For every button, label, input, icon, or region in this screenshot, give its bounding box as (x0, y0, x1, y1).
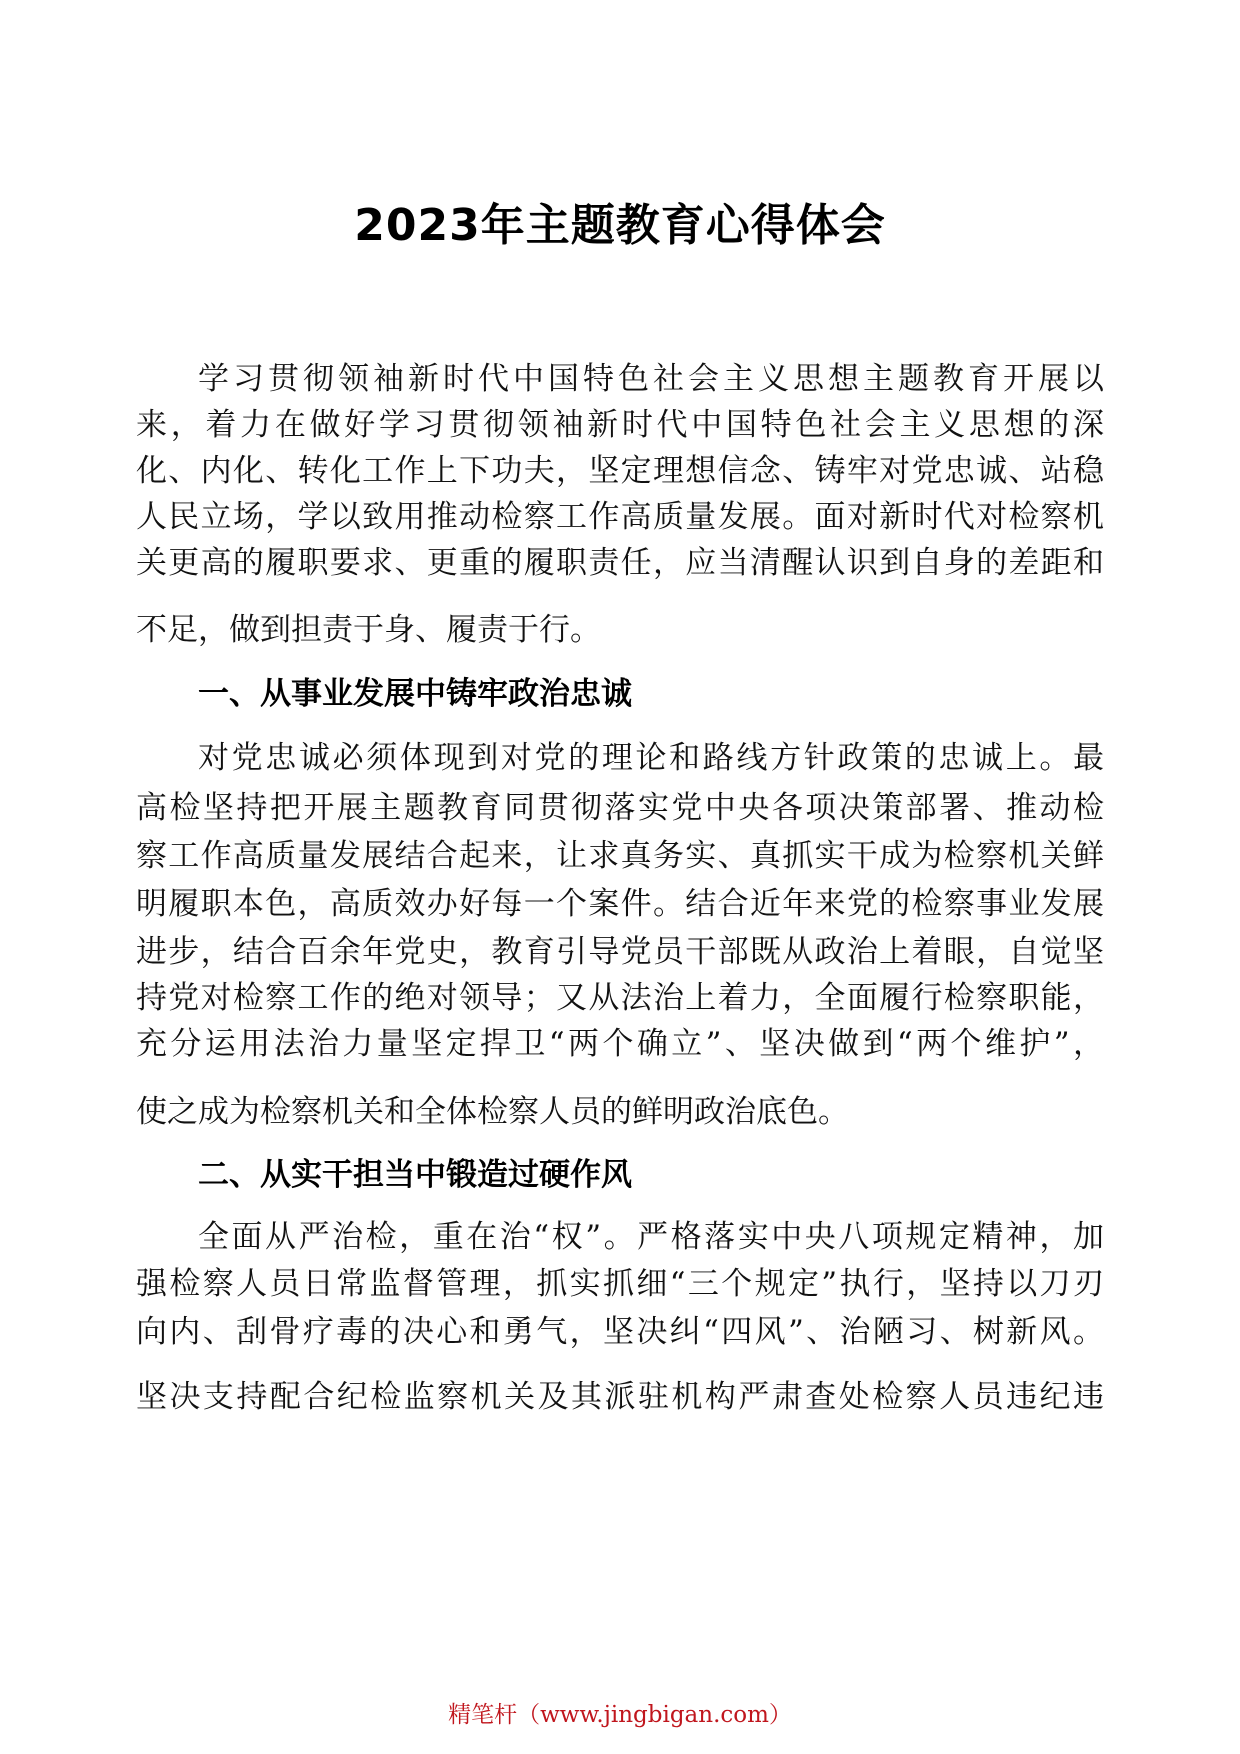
paragraph-line: 强检察人员日常监督管理，抓实抓细“三个规定”执行，坚持以刀刃 (136, 1266, 1104, 1302)
paragraph-line: 充分运用法治力量坚定捍卫“两个确立”、坚决做到“两个维护”， (136, 1026, 1104, 1062)
paragraph-line: 进步，结合百余年党史，教育引导党员干部既从政治上着眼，自觉坚 (136, 934, 1104, 970)
document-title: 2023年主题教育心得体会 (354, 200, 886, 251)
footer-watermark[interactable]: 精笔杆（www.jingbigan.com） (448, 1702, 792, 1728)
paragraph-line: 察工作高质量发展结合起来，让求真务实、真抓实干成为检察机关鲜 (136, 838, 1104, 874)
paragraph-line: 来，着力在做好学习贯彻领袖新时代中国特色社会主义思想的深 (136, 407, 1104, 443)
paragraph-line: 全面从严治检，重在治“权”。严格落实中央八项规定精神，加 (198, 1219, 1104, 1255)
paragraph-line: 对党忠诚必须体现到对党的理论和路线方针政策的忠诚上。最 (198, 740, 1104, 776)
section-heading-1: 一、从事业发展中铸牢政治忠诚 (198, 676, 632, 712)
paragraph-line: 高检坚持把开展主题教育同贯彻落实党中央各项决策部署、推动检 (136, 790, 1104, 826)
paragraph-line: 持党对检察工作的绝对领导；又从法治上着力，全面履行检察职能， (136, 980, 1104, 1016)
section-heading-2: 二、从实干担当中锻造过硬作风 (198, 1157, 632, 1193)
paragraph-line: 学习贯彻领袖新时代中国特色社会主义思想主题教育开展以 (198, 361, 1104, 397)
paragraph-line: 不足，做到担责于身、履责于行。 (136, 612, 601, 648)
paragraph-line: 向内、刮骨疗毒的决心和勇气，坚决纠“四风”、治陋习、树新风。 (136, 1314, 1104, 1350)
paragraph-line: 使之成为检察机关和全体检察人员的鲜明政治底色。 (136, 1094, 849, 1130)
paragraph-line: 化、内化、转化工作上下功夫，坚定理想信念、铸牢对党忠诚、站稳 (136, 453, 1104, 489)
paragraph-line: 坚决支持配合纪检监察机关及其派驻机构严肃查处检察人员违纪违 (136, 1379, 1104, 1415)
paragraph-line: 关更高的履职要求、更重的履职责任，应当清醒认识到自身的差距和 (136, 545, 1104, 581)
paragraph-line: 人民立场，学以致用推动检察工作高质量发展。面对新时代对检察机 (136, 499, 1104, 535)
paragraph-line: 明履职本色，高质效办好每一个案件。结合近年来党的检察事业发展 (136, 886, 1104, 922)
